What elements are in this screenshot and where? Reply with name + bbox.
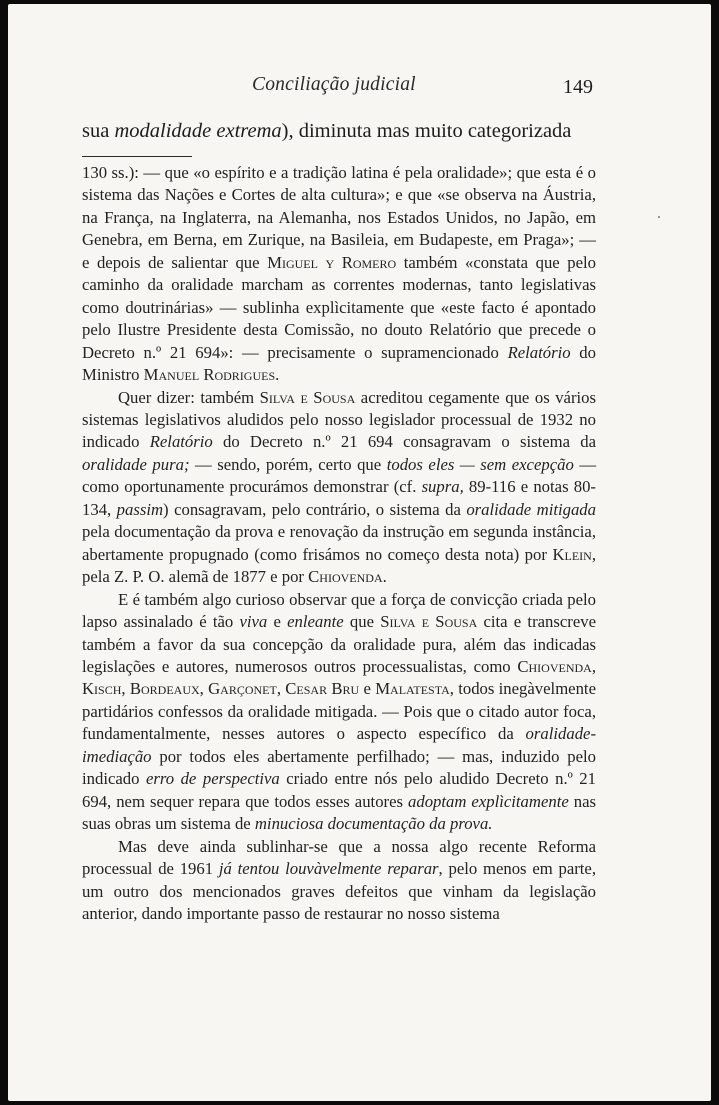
text-run: acreditou cegamente que os vários sistemas legislativos aludidos pelo nosso legislador processual de 1932 no indicado — [82, 387, 596, 452]
emphasis: oralidade pura; — [82, 454, 190, 474]
text-run: cita e transcreve também a favor da sua concepção da oralidade pura, além das indicadas legislações e autores, numerosos outros processualistas, como — [82, 612, 596, 676]
text-run: criado entre nós pelo aludido Decreto n.º 21 694, nem sequer repara que todos esses autores — [82, 769, 596, 811]
author-name: Chiovenda — [308, 567, 383, 587]
text-run: nas suas obras um sistema de — [82, 791, 596, 834]
author-name: Malatesta — [375, 679, 450, 699]
text-run: ) consagravam, pelo contrário, o sistema da — [163, 499, 467, 519]
running-head: Conciliação judicial — [252, 74, 416, 95]
footnote-paragraph-1 — [82, 162, 596, 387]
text-run: E é também algo curioso observar que a força de convicção criada pelo lapso assinalado é tão — [82, 589, 596, 632]
author-name: Miguel y Romero — [267, 252, 397, 272]
page-number: 149 — [563, 76, 593, 98]
text-run: , todos inegàvelmente partidários confessos da oralidade mitigada. — Pois que o citado autor foca, fundamentalmente, nesses autores o aspecto específico da — [82, 679, 596, 744]
emphasis: oralidade-imediação — [82, 724, 596, 766]
author-name: Manuel Rodrigues — [143, 365, 276, 385]
text-run: e — [267, 612, 288, 632]
footnote-paragraph-3 — [82, 589, 596, 836]
text-run: — sendo, porém, certo que — [189, 454, 387, 474]
text-run: Quer dizer: também — [118, 387, 260, 407]
text-run: , pela Z. P. O. alemã de 1877 e por — [82, 544, 596, 587]
text-run: do Decreto n.º 21 694 consagravam o sistema da — [212, 432, 596, 452]
page-header — [8, 74, 711, 104]
text-run: — como oportunamente procurámos demonstrar (cf. — [82, 454, 597, 497]
emphasis: oralidade mitigada — [466, 499, 596, 519]
paper-speck — [658, 216, 660, 218]
text-run: e — [359, 679, 376, 699]
text-run: . — [275, 365, 280, 385]
emphasis: viva — [239, 612, 268, 632]
emphasis: todos eles — sem excepção — [386, 454, 574, 474]
text-run: 130 ss.): — que «o espírito e a tradição latina é pela oralidade»; que esta é o sistema das Nações e Cortes de alta cultura»; e que «se observa na Áustria, na França, na Inglaterra, na Alemanha, nos Estados Unidos, no Japão, em Genebra, em Berna, em Zurique, na Basileia, em Budapeste, em Praga»; — e depois de salientar que — [82, 163, 596, 272]
footnote-block — [82, 162, 596, 925]
author-name: Silva e Sousa — [380, 612, 478, 632]
emphasis: minuciosa documentação da prova. — [254, 814, 493, 834]
main-text-fragment: ), diminuta mas muito categorizada — [281, 120, 572, 142]
text-run: . — [382, 567, 387, 587]
emphasis: Relatório — [507, 342, 571, 362]
emphasis: passim — [116, 499, 164, 519]
emphasis: adoptam explìcitamente — [408, 791, 569, 811]
footnote-paragraph-2 — [82, 387, 596, 589]
emphasis: Relatório — [149, 432, 213, 452]
main-text-fragment: sua — [82, 120, 115, 142]
main-text-line — [82, 120, 602, 143]
text-run: que — [343, 612, 381, 632]
author-name: Chiovenda, Kisch, Bordeaux, Garçonet, Cesar Bru — [82, 656, 596, 699]
text-run: 89-116 e notas 80-134, — [82, 477, 596, 519]
emphasis: já tentou louvàvelmente reparar — [218, 859, 439, 879]
text-run: Mas deve ainda sublinhar-se que a nossa algo recente Reforma processual de 1961 — [82, 836, 596, 879]
author-name: Klein — [552, 544, 592, 564]
text-run: por todos eles abertamente perfilhado; — mas, induzido pelo indicado — [82, 746, 596, 789]
footnote-separator — [82, 156, 192, 157]
emphasis: erro de perspectiva — [145, 769, 280, 789]
text-run: , pelo menos em parte, um outro dos mencionados graves defeitos que vinham da legislação anterior, dando importante passo de restaurar no nosso sistema — [82, 859, 596, 923]
footnote-paragraph-4 — [82, 836, 596, 926]
text-run: do Ministro — [82, 342, 596, 385]
book-page — [8, 4, 711, 1101]
text-run: pela documentação da prova e renovação da instrução em segunda instância, abertamente propugnado (como frisámos no começo desta nota) por — [82, 522, 596, 564]
text-run: também «constata que pelo caminho da oralidade marcham as correntes modernas, tanto legislativas como doutrinárias» — sublinha explìcitamente que «este facto é apontado pelo Ilustre Presidente desta Comissão, no douto Relatório que precede o Decreto n.º 21 694»: — precisamente o supramencionado — [82, 252, 596, 362]
emphasis: enleante — [287, 612, 344, 632]
main-text-emphasis: modalidade extrema — [114, 120, 282, 142]
emphasis: supra, — [421, 477, 464, 497]
author-name: Silva e Sousa — [259, 387, 356, 407]
